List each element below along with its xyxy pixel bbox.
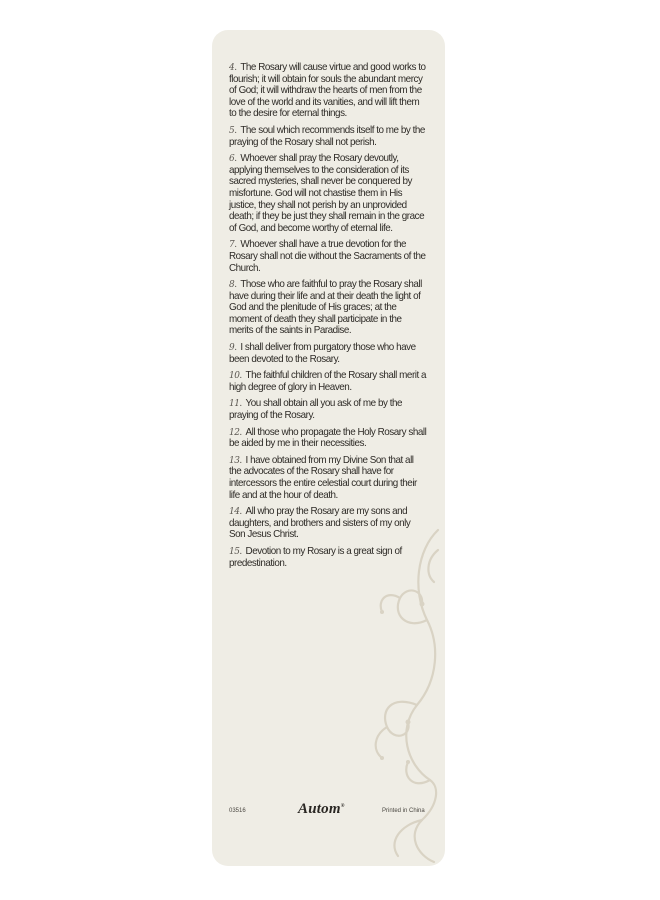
printed-origin: Printed in China (382, 808, 425, 814)
promise-number: 5. (229, 124, 237, 136)
promise-text: Whoever shall pray the Rosary devoutly, applying themselves to the consideration of its sacred mysteries, shall never be conquered by misfortune. God will not chastise them in His justice, they shall not perish by an unprovided death; if they be just they shall remain in the grace of God, and become worthy of eternal life. (229, 152, 425, 234)
promise-text: I shall deliver from purgatory those who have been devoted to the Rosary. (229, 341, 416, 365)
promise-number: 8. (229, 279, 237, 291)
promise-item (229, 239, 426, 274)
promises-list (229, 62, 426, 574)
promise-text: The Rosary will cause virtue and good works to flourish; it will obtain for souls the abundant mercy of God; it will withdraw the hearts of men from the love of the world and its vanities, and will lift them to the desire for eternal things. (229, 61, 426, 120)
promise-text: All who pray the Rosary are my sons and daughters, and brothers and sisters of my only Son Jesus Christ. (229, 505, 411, 541)
promise-text: Whoever shall have a true devotion for the Rosary shall not die without the Sacraments of the Church. (229, 238, 426, 274)
promise-item (229, 506, 426, 541)
promise-item (229, 342, 426, 365)
brand-name: Autom (298, 801, 341, 817)
promise-item (229, 398, 426, 421)
registered-mark: ® (340, 804, 345, 809)
rosary-promises-bookmark (212, 30, 445, 866)
promise-text: I have obtained from my Divine Son that all the advocates of the Rosary shall have for intercessors the entire celestial court during their life and at the hour of death. (229, 453, 417, 501)
promise-text: The soul which recommends itself to me by the praying of the Rosary shall not perish. (229, 123, 425, 148)
promise-item (229, 455, 426, 501)
promise-number: 11. (229, 398, 242, 410)
promise-number: 14. (229, 506, 242, 518)
promise-number: 10. (229, 370, 242, 382)
promise-number: 15. (229, 545, 242, 557)
promise-number: 6. (229, 153, 237, 165)
promise-text: Those who are faithful to pray the Rosary shall have during their life and at their death the light of God and the plenitude of His graces; at the moment of death they shall participate in the merits of the saints in Paradise. (229, 278, 422, 337)
promise-number: 9. (229, 342, 237, 354)
product-sku: 03516 (229, 808, 246, 814)
promise-number: 4. (229, 62, 237, 73)
promise-text: Devotion to my Rosary is a great sign of predestination. (229, 544, 402, 569)
promise-text: The faithful children of the Rosary shall merit a high degree of glory in Heaven. (229, 369, 427, 393)
promise-item (229, 370, 426, 393)
promise-text: You shall obtain all you ask of me by the praying of the Rosary. (229, 397, 403, 422)
promise-number: 12. (229, 426, 242, 438)
brand-logo (298, 801, 345, 818)
promise-item (229, 125, 426, 148)
promise-item (229, 279, 426, 337)
promise-item (229, 153, 426, 234)
promise-item (229, 427, 426, 450)
promise-item (229, 62, 426, 120)
bookmark-footer (212, 801, 445, 823)
promise-number: 13. (229, 454, 242, 466)
promise-number: 7. (229, 239, 237, 251)
promise-text: All those who propagate the Holy Rosary shall be aided by me in their necessities. (229, 425, 427, 450)
promise-item (229, 546, 426, 569)
